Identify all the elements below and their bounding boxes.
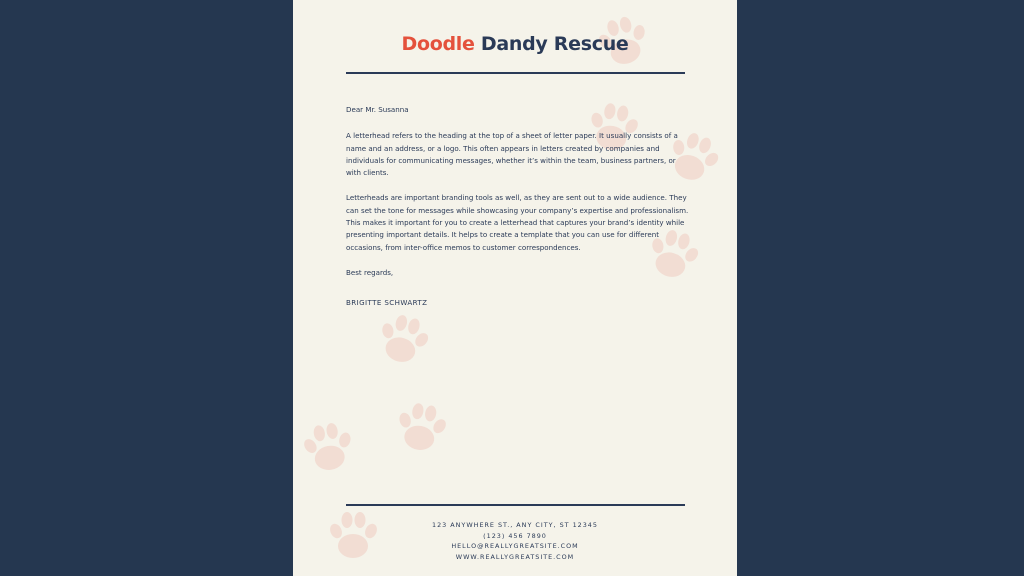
- salutation: Dear Mr. Susanna: [346, 105, 409, 114]
- paragraph: Letterheads are important branding tools as well, as they are sent out to a wide audience. They can set the tone for messages while showcasing your company’s expertise and professionalism. This makes it important for you to create a letterhead that captures your brand’s identity while presenting important details. It helps to create a template that you can use for different occasions, from inter-office memos to customer correspondences.: [346, 193, 689, 252]
- footer-divider: [346, 504, 685, 506]
- footer-phone: (123) 456 7890: [483, 531, 547, 540]
- signature: BRIGITTE SCHWARTZ: [346, 298, 428, 308]
- title-accent: Doodle: [401, 33, 475, 55]
- footer: [293, 520, 737, 562]
- paragraph: A letterhead refers to the heading at the top of a sheet of letter paper. It usually consists of a name and an address, or a logo. This often appears in letters created by companies and individuals for communicating messages, whether it’s within the team, business partners, or with clients.: [346, 131, 678, 178]
- paw-print-icon: [392, 400, 451, 454]
- paw-print-icon: [373, 310, 434, 368]
- closing: Best regards,: [346, 267, 394, 277]
- letter-page: [293, 0, 737, 576]
- letter-body: [346, 104, 691, 310]
- title-main: Dandy Rescue: [480, 33, 629, 55]
- footer-website: WWW.REALLYGREATSITE.COM: [455, 552, 575, 561]
- footer-email: HELLO@REALLYGREATSITE.COM: [451, 542, 579, 551]
- header-divider: [346, 72, 685, 74]
- footer-address: 123 ANYWHERE ST., ANY CITY, ST 12345: [432, 521, 598, 529]
- page-title: [293, 33, 737, 55]
- paw-print-icon: [299, 420, 358, 474]
